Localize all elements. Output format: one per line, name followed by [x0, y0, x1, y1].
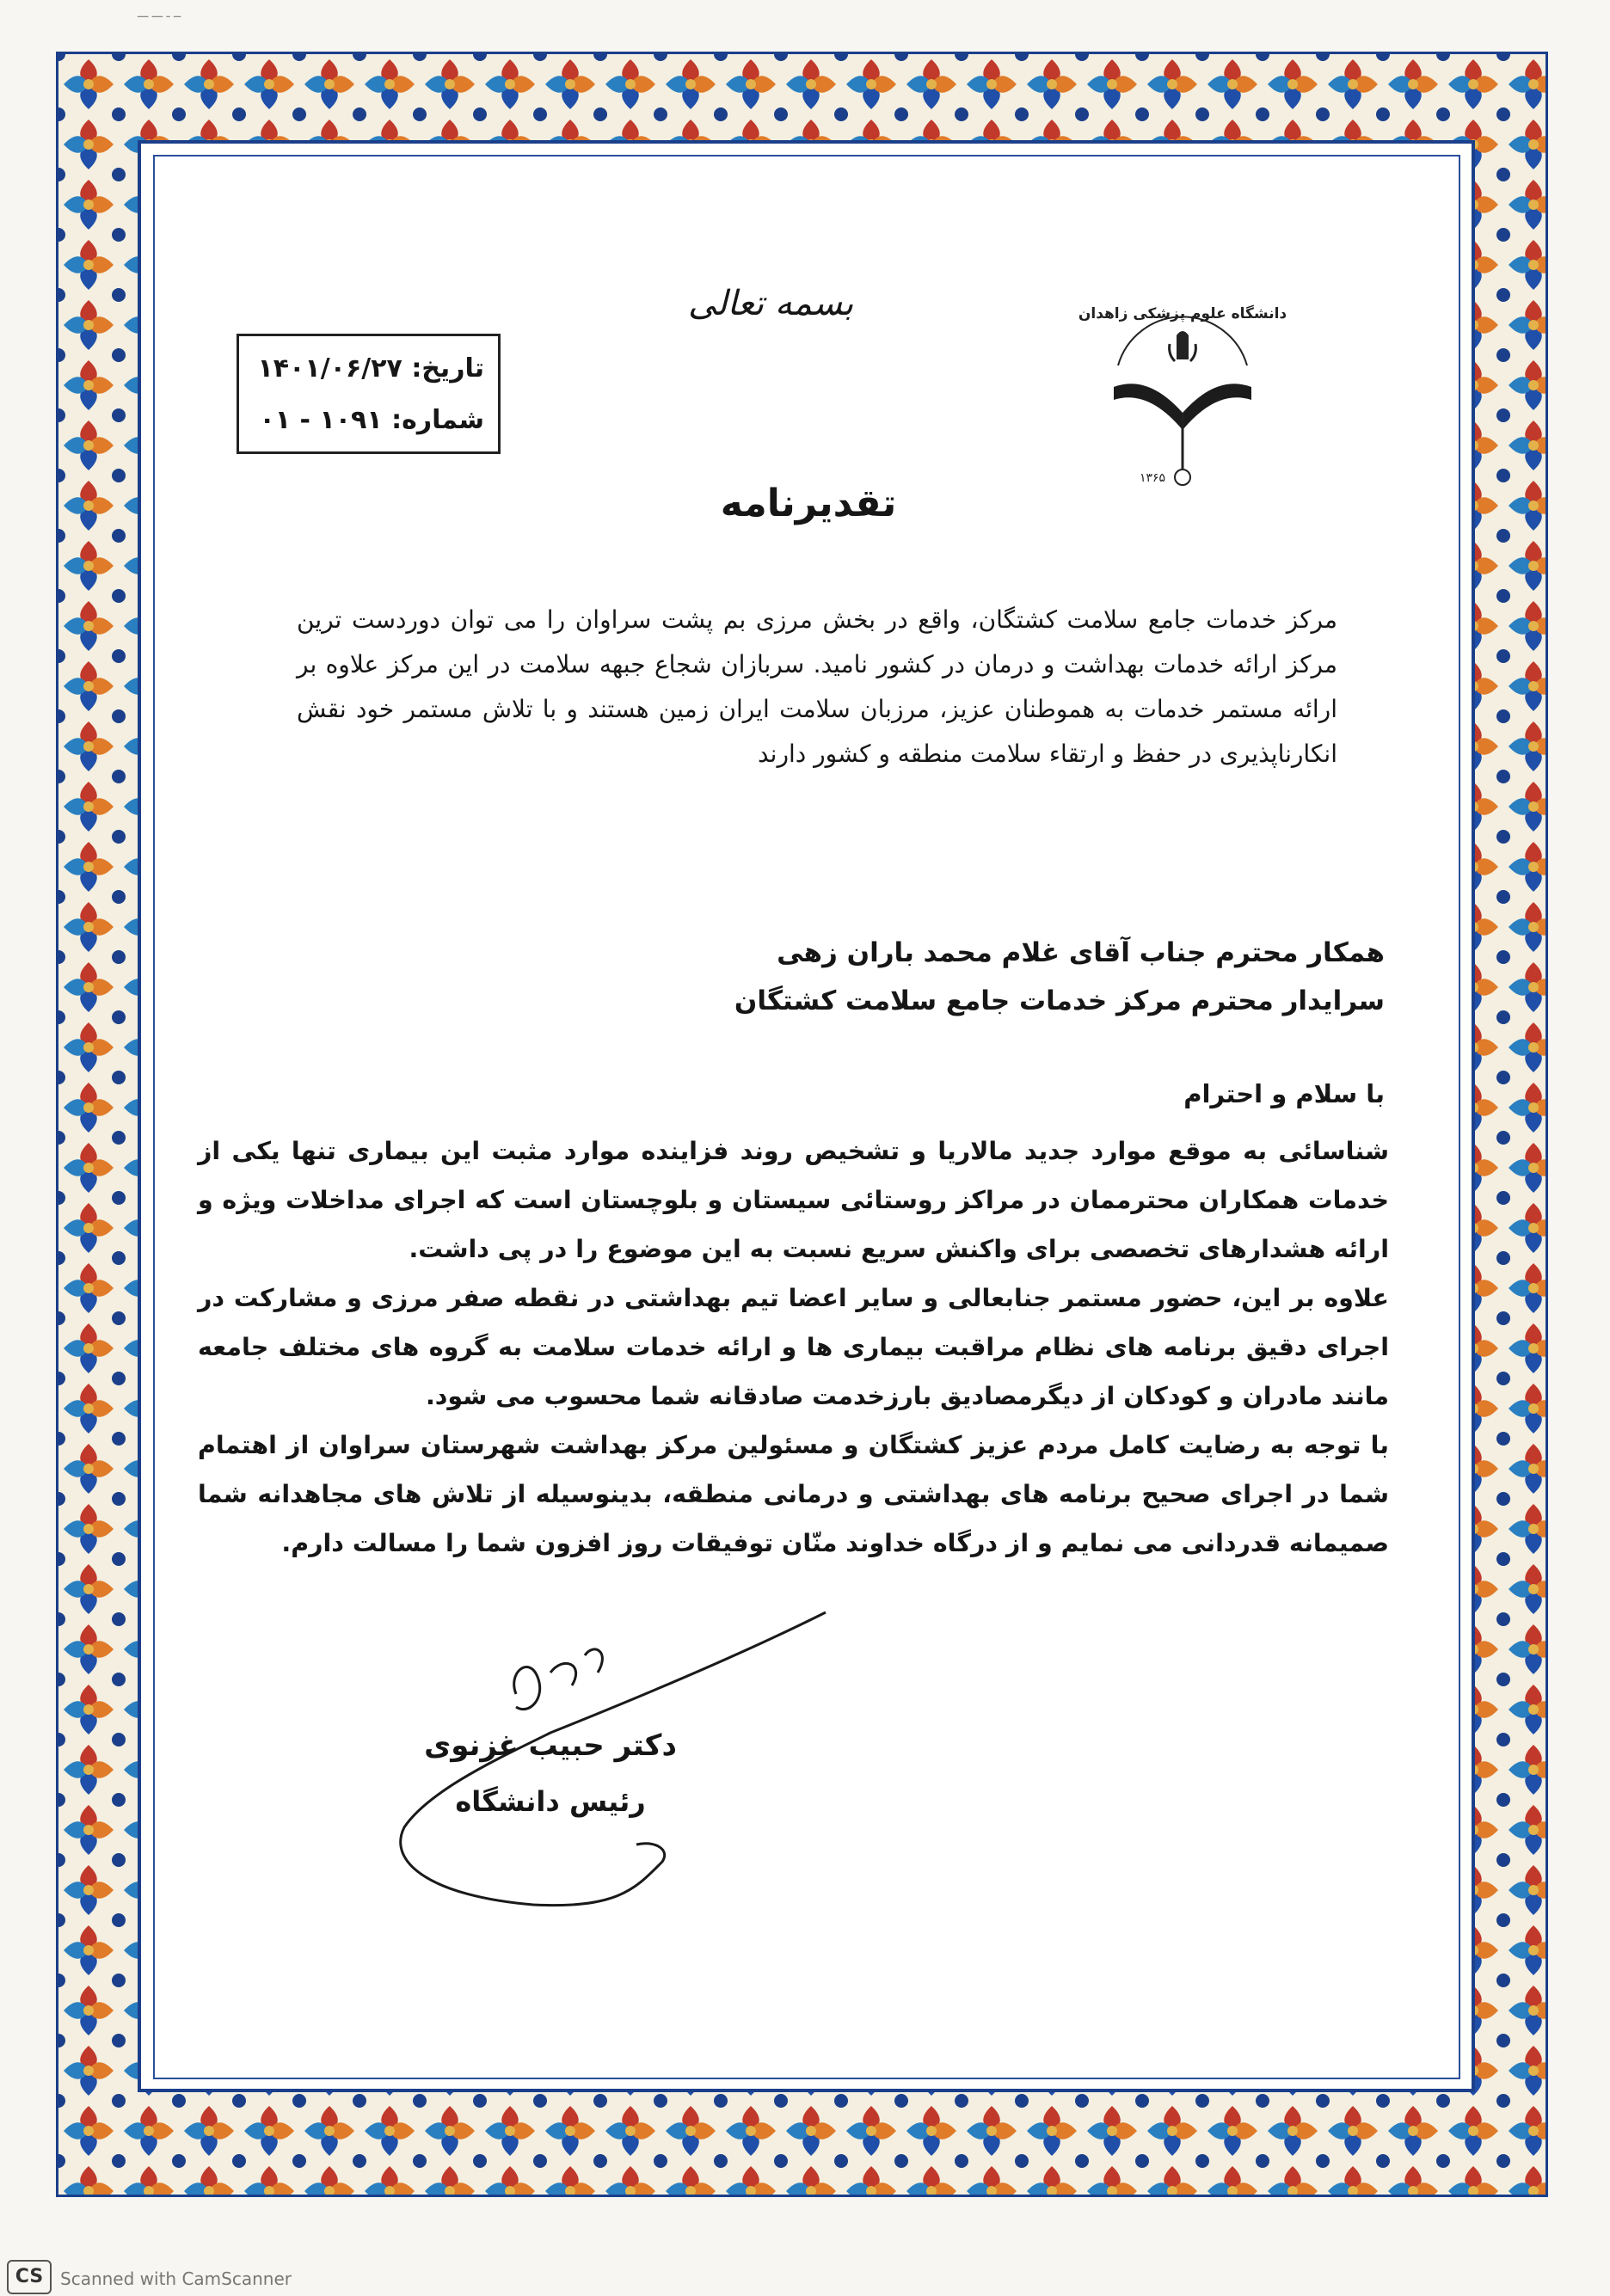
body-paragraph: شناسائی به موقع موارد جدید مالاریا و تشخیص روند فزاینده موارد مثبت این بیماری تنها یکی از خدمات همکاران محترممان در مراکز روستائی سیستان و بلوچستان است که اجرای مداخلات ویژه و ارائه هشدارهای تخصصی برای واکنش سریع نسبت به این موضوع را در پی داشت.: [198, 1137, 1389, 1263]
svg-text:۱۳۶۵: ۱۳۶۵: [1139, 471, 1166, 485]
document-title: تقدیرنامه: [720, 482, 897, 525]
date-row: [253, 343, 484, 395]
number-label: شماره:: [391, 405, 484, 435]
date-label: تاریخ:: [411, 353, 484, 384]
greeting: با سلام و احترام: [1183, 1079, 1385, 1108]
emblem-caption: دانشگاه علوم پزشکی زاهدان: [1078, 305, 1287, 322]
signatory-block: [404, 1728, 697, 1818]
recipient-block: [602, 929, 1385, 1025]
intro-paragraph: مرکز خدمات جامع سلامت کشتگان، واقع در بخش مرزی بم پشت سراوان را می توان دوردست ترین مرکز ارائه خدمات بهداشت و درمان در کشور نامید. سربازان شجاع جبهه سلامت در این مرکز علاوه بر ارائه مستمر خدمات به هموطنان عزیز، مرزبان سلامت ایران زمین هستند و با تلاش مستمر خود نقش انکارناپذیری در حفظ و ارتقاء سلامت منطقه و کشور دارند: [297, 605, 1337, 768]
date-value: ۱۴۰۱/۰۶/۲۷: [257, 353, 402, 384]
camscanner-logo-icon: CS: [7, 2260, 52, 2294]
signatory-position: رئیس دانشگاه: [455, 1785, 646, 1818]
date-number-box: [237, 334, 501, 454]
top-scan-marks: ــ ـ ـــ ـــ: [138, 7, 181, 21]
signatory-name: دکتر حبیب غزنوی: [424, 1728, 677, 1763]
number-value: ۱۰۹۱ - ۰۱: [259, 405, 383, 435]
recipient-name: همکار محترم جناب آقای غلام محمد باران زهی: [777, 937, 1385, 968]
bismillah-heading: بسمه تعالی: [688, 284, 854, 323]
number-row: [253, 395, 484, 446]
recipient-role: سرایدار محترم مرکز خدمات جامع سلامت کشتگان: [734, 985, 1385, 1016]
body-paragraph: علاوه بر این، حضور مستمر جنابعالی و سایر اعضا تیم بهداشتی در نقطه صفر مرزی و مشارکت در اجرای دقیق برنامه های نظام مراقبت بیماری ها و ارائه خدمات سلامت به گروه های مختلف جامعه مانند مادران و کودکان از دیگرمصادیق بارزخدمت صادقانه شما محسوب می شود.: [198, 1284, 1389, 1410]
university-emblem-icon: [1078, 284, 1287, 499]
scanner-watermark: Scanned with CamScanner: [60, 2268, 292, 2289]
body-paragraph: با توجه به رضایت کامل مردم عزیز کشتگان و مسئولین مرکز بهداشت شهرستان سراوان از اهتمام شما در اجرای صحیح برنامه های بهداشتی و درمانی منطقه، بدینوسیله از تلاش های مجاهدانه شما صمیمانه قدردانی می نمایم و از درگاه خداوند منّان توفیقات روز افزون شما را مسالت دارم.: [198, 1431, 1389, 1557]
letter-body: [198, 1127, 1389, 1568]
